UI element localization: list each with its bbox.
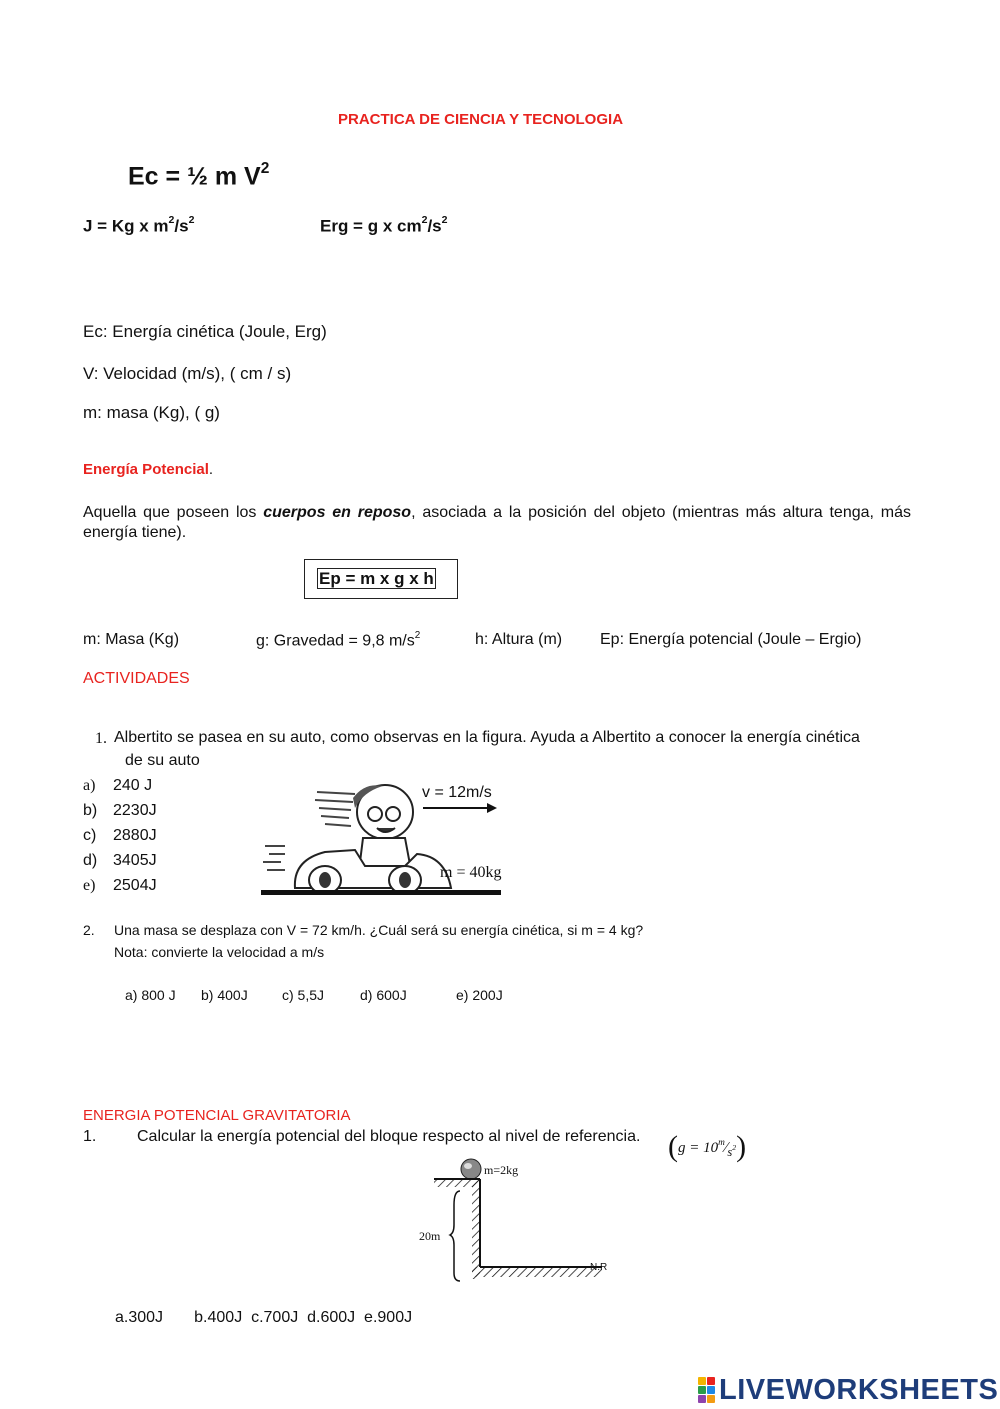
gravity-note: $(g = 10^m∕_{s^2})$ (668, 1130, 747, 1163)
grav-question-1-text: Calcular la energía potencial del bloque respecto al nivel de referencia. (137, 1128, 641, 1145)
question-2-note: Nota: convierte la velocidad a m/s (114, 944, 325, 960)
question-2-number: 2. (83, 922, 95, 938)
block-mass-label: m=2kg (484, 1163, 519, 1177)
q1-option-b[interactable]: b) 2230J (83, 802, 157, 819)
potential-energy-formula-box (304, 559, 458, 599)
page-title: PRACTICA DE CIENCIA Y TECNOLOGIA (338, 111, 624, 128)
question-1-text: Albertito se pasea en su auto, como observas en la figura. Ayuda a Albertito a conocer la energía cinética (114, 729, 860, 746)
erg-unit: Erg = g x $cm^2/s^2$ (320, 214, 448, 236)
legend-ep: Ep: Energía potencial (Joule – Ergio) (600, 631, 862, 648)
legend-m: m: Masa (Kg) (83, 631, 180, 648)
block-height-label: 20m (419, 1229, 441, 1243)
question-1-number: 1. (95, 730, 107, 747)
q1-option-c[interactable]: c) 2880J (83, 827, 157, 844)
ball (461, 1159, 481, 1179)
q1-option-e[interactable]: e) 2504J (83, 877, 157, 894)
question-2-text: Una masa se desplaza con V = 72 km/h. ¿Cuál será su energía cinética, si m = 4 kg? (114, 922, 644, 938)
potential-energy-heading: Energía Potencial. (83, 461, 214, 478)
gravitational-heading: ENERGIA POTENCIAL GRAVITATORIA (83, 1107, 351, 1124)
velocity-arrow (423, 803, 497, 813)
activities-heading: ACTIVIDADES (83, 670, 190, 687)
potential-energy-description: Aquella que poseen los cuerpos en reposo, asociada a la posición del objeto (mientras más altura tenga, más energía tiene). (83, 504, 912, 541)
velocity-label: v = 12m/s (422, 784, 492, 801)
definition-v: V: Velocidad (m/s), ( cm / s) (83, 364, 292, 383)
reference-level-label: N.R (590, 1262, 608, 1273)
q2-option-b[interactable]: b) 400J (201, 987, 248, 1003)
q2-option-e[interactable]: e) 200J (456, 987, 503, 1003)
legend-g: g: Gravedad = 9,8 $m/s^2$ (256, 629, 421, 650)
liveworksheets-logo[interactable] (698, 1374, 998, 1406)
q2-option-c[interactable]: c) 5,5J (282, 987, 325, 1003)
potential-energy-formula: Ep = m x g x h (319, 569, 434, 588)
kinetic-energy-formula: Ec = ½ m $V^2$ (128, 159, 270, 191)
joule-unit: J = Kg x $m^2/s^2$ (83, 214, 195, 236)
legend-h: h: Altura (m) (475, 631, 563, 648)
liveworksheets-brand: LIVEWORKSHEETS (719, 1373, 999, 1406)
grav-question-1-options[interactable]: a.300J b.400J c.700J d.600J e.900J (115, 1309, 413, 1326)
q1-option-a[interactable]: a) 240 J (83, 777, 153, 794)
mass-label: m = 40kg (440, 864, 502, 881)
q2-option-d[interactable]: d) 600J (360, 987, 407, 1003)
definition-m: m: masa (Kg), ( g) (83, 403, 220, 422)
q2-option-a[interactable]: a) 800 J (125, 987, 176, 1003)
grav-question-1-number: 1. (83, 1128, 97, 1145)
question-1-text-cont: de su auto (125, 752, 200, 769)
q1-option-d[interactable]: d) 3405J (83, 852, 157, 869)
liveworksheets-logo-icon (698, 1377, 715, 1403)
height-brace (450, 1191, 460, 1281)
definition-ec: Ec: Energía cinética (Joule, Erg) (83, 322, 327, 341)
